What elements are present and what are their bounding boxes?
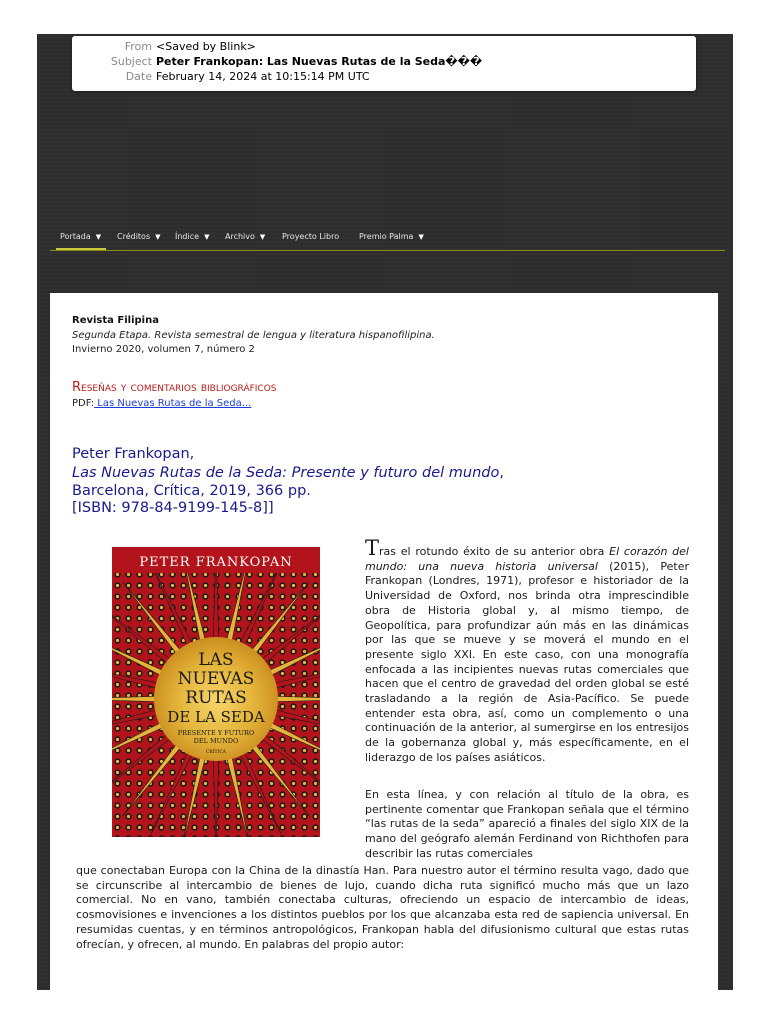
nav-item-premio-palma[interactable] [359, 232, 424, 241]
nav-item-label: Portada [60, 232, 91, 241]
pdf-link[interactable]: Las Nuevas Rutas de la Seda... [94, 398, 252, 409]
review-p1-start: ras el rotundo éxito de su anterior obra [379, 545, 610, 558]
dropdown-caret-icon: ▼ [155, 233, 161, 241]
nav-item-portada[interactable] [60, 232, 101, 241]
date-label: Date [125, 70, 152, 83]
review-paragraph-1 [365, 536, 689, 766]
cover-title-line4: DE LA SEDA [167, 708, 265, 726]
pdf-label: PDF: [72, 398, 95, 409]
nav-item-creditos[interactable] [117, 232, 161, 241]
subject-label: Subject [110, 55, 152, 68]
nav-item-label: Créditos [117, 232, 151, 241]
nav-item-label: Proyecto Libro [282, 232, 340, 241]
cover-subtitle-line2: DEL MUNDO [193, 737, 239, 745]
drop-cap: T [365, 536, 380, 560]
book-cover-image [112, 547, 320, 837]
section-title: Reseñas y comentarios bibliográficos [72, 380, 277, 395]
review-paragraph-2: En esta línea, y con relación al título de la obra, es pertinente comentar que Frankopan señala que el término “las rutas de la seda” apareció a finales del siglo XIX de la mano del geógrafo alemán Ferdinand von Richthofen para describir las rutas comerciales [365, 788, 689, 860]
magazine-subtitle: Segunda Etapa. Revista semestral de lengua y literatura hispanofilipina. [72, 330, 435, 341]
article-content [50, 293, 718, 990]
book-title-comma: , [499, 465, 504, 481]
cover-subtitle-line1: PRESENTE Y FUTURO [177, 729, 255, 737]
main-nav [50, 228, 725, 251]
dropdown-caret-icon: ▼ [95, 233, 102, 241]
nav-item-label: Premio Palma [359, 232, 414, 241]
date-value: February 14, 2024 at 10:15:14 PM UTC [156, 70, 370, 83]
cover-title-line2: NUEVAS [177, 669, 255, 689]
review-p1-rest: (2015), Peter Frankopan (Londres, 1971), profesor e historiador de la Universidad de Oxford, nos brinda otra imprescindible obra de Historia global y, al mismo tiempo, de Geopolítica, para profundizar aún más en las dinámicas por las que se mueve y se moverá el mundo en el presente siglo XXI. En este caso, con una monografía enfocada a las incipientes nuevas rutas comerciales que hacen que el centro de gravedad del orden global se esté trasladando a la región de Asia-Pacífico. Se puede entender esta obra, así, como un complemento o una continuación de la anterior, al sumergirse en los entresijos de la gobernanza global y, más específicamente, en el liderazgo de los países asiáticos. [365, 559, 689, 764]
pdf-line [72, 398, 251, 409]
book-cover-art [112, 547, 320, 837]
from-value: <Saved by Blink> [156, 40, 256, 53]
book-author: Peter Frankopan, [72, 446, 195, 462]
book-isbn: [ISBN: 978-84-9199-145-8]] [72, 500, 274, 516]
cover-title-line1: LAS [198, 650, 234, 670]
email-header [72, 36, 696, 91]
cover-title-line3: RUTAS [185, 688, 247, 708]
book-title: Las Nuevas Rutas de la Seda: Presente y futuro del mundo [72, 465, 500, 481]
review-paragraph-3: que conectaban Europa con la China de la dinastía Han. Para nuestro autor el término resulta vago, dado que se circunscribe al intercambio de bienes de lujo, cuando dicha ruta significó mucho más que un lazo comercial. No en vano, también conectaba culturas, ofreciendo un espacio de intercambio de ideas, cosmovisiones e invenciones a los distintos pueblos por los que alcanzaba esta red de sapiencia universal. En resumidas cuentas, y en términos antropológicos, Frankopan habla del difusionismo cultural que estas rutas ofrecían, y ofrecen, al mundo. En palabras del propio autor: [76, 864, 689, 951]
dropdown-caret-icon: ▼ [418, 233, 424, 241]
review-p1-work-title: El corazón del mundo: una nueva historia universal [365, 545, 689, 573]
subject-value: Peter Frankopan: Las Nuevas Rutas de la Seda��� [156, 55, 483, 68]
cover-author: PETER FRANKOPAN [139, 555, 293, 570]
book-title-line [72, 465, 504, 481]
nav-item-label: Archivo [225, 232, 255, 241]
book-publication: Barcelona, Crítica, 2019, 366 pp. [72, 483, 311, 499]
from-label: From [124, 40, 152, 53]
magazine-title: Revista Filipina [72, 315, 159, 326]
cover-publisher: CRÍTICA [205, 750, 227, 755]
magazine-issue: Invierno 2020, volumen 7, número 2 [72, 344, 255, 355]
nav-item-archivo[interactable] [225, 232, 265, 241]
nav-item-label: Índice [175, 232, 200, 241]
dropdown-caret-icon: ▼ [204, 233, 210, 241]
nav-active-indicator [56, 248, 106, 250]
nav-item-indice[interactable] [175, 232, 209, 241]
nav-item-proyecto-libro[interactable] [282, 232, 339, 241]
dropdown-caret-icon: ▼ [259, 233, 266, 241]
